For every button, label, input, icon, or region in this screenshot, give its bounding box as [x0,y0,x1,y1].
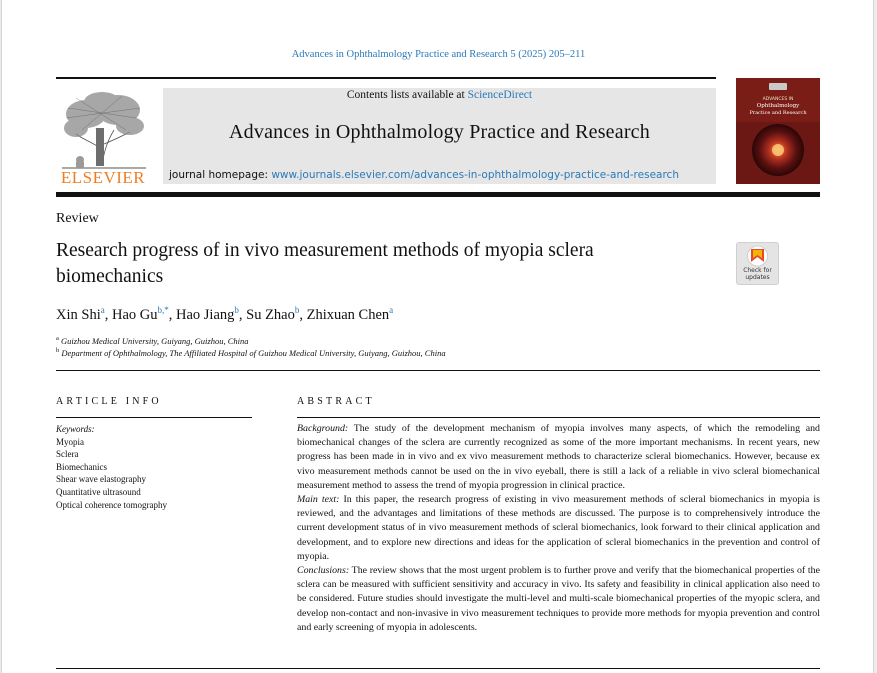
homepage-prefix: journal homepage: [169,169,272,181]
abstract-heading: ABSTRACT [297,396,375,407]
cover-line-2: Ophthalmology [756,103,800,109]
keyword-item: Biomechanics [56,461,107,472]
journal-homepage [169,169,714,181]
keywords-label: Keywords: [56,424,95,434]
journal-citation-link[interactable]: Advances in Ophthalmology Practice and Research 5 (2025) 205–211 [291,49,586,60]
abstract-body [297,422,820,635]
author[interactable]: Hao Gu [111,306,158,323]
article-title: Research progress of in vivo measurement methods of myopia sclera biomechanics [56,240,594,287]
elsevier-wordmark: ELSEVIER [60,168,146,187]
homepage-link[interactable]: www.journals.elsevier.com/advances-in-ophthalmology-practice-and-research [271,169,679,181]
sciencedirect-link[interactable]: ScienceDirect [467,89,533,101]
journal-title: Advances in Ophthalmology Practice and Research [229,121,650,143]
author-sup[interactable]: b,* [157,305,169,315]
author[interactable]: Xin Shi [56,306,101,323]
author-sup[interactable]: a [100,305,105,315]
author[interactable]: Zhixuan Chen [306,306,390,323]
article-info-rule [56,417,252,418]
affiliation-sup: a [56,335,59,342]
affiliation-text: Guizhou Medical University, Guiyang, Guizhou, China [61,335,249,346]
contents-prefix: Contents lists available at [346,89,468,101]
author-sup[interactable]: a [389,305,394,315]
check-label-line-1: Check for [743,267,772,274]
abstract-conclusions [297,564,820,635]
abstract-bottom-rule [56,668,820,669]
author-list: Xin Shi$^a$, Hao $Gu^{b,*}$, Hao Jiang$^b$, Su Zhao$^b$, Zhixuan Chen$^a$ [56,305,394,323]
bookmark-icon [737,243,778,269]
main-text: In this paper, the research progress of existing in vivo measurement methods of scleral biomechanics in myopia is reviewed, and the advantages and limitations of these methods are discussed. The purpose is to comprehensively introduce the current development status of in vivo measurement methods of scleral biomechanics, look forward to their clinical application and development, and to explore new directions and ideas for the application of scleral biomechanics in the prevention and control of myopia. [297,494,821,562]
article-info-heading: ARTICLE INFO [56,396,162,407]
abstract-background [297,422,820,493]
header-top-rule [56,77,716,79]
contents-line [163,89,716,101]
journal-cover-image [736,78,820,184]
main-text-label: Main text: [297,494,340,506]
keyword-item: Myopia [56,436,84,447]
author-sup[interactable]: b [234,305,239,315]
check-label-line-2: updates [745,273,770,281]
affiliation [56,335,248,346]
keywords-block [56,423,256,511]
affiliation-sup: b [56,347,60,354]
keyword-item: Shear wave elastography [56,474,146,485]
keyword-item: Sclera [56,449,79,460]
abstract-rule [297,417,820,418]
background-label: Background: [297,423,349,434]
keyword-item: Optical coherence tomography [56,499,167,510]
cover-line-1: ADVANCES IN [762,97,794,102]
conclusions-label: Conclusions: [297,565,350,577]
check-for-updates-label [736,268,779,281]
cover-line-3: Practice and Research [749,110,807,116]
abstract-main-text [297,493,820,564]
author-sup[interactable]: b [294,305,300,315]
background-text: The study of the development mechanism of myopia involves many aspects, of which the remodeling and biomechanical changes of the sclera are currently recognized as some of the more important mechanisms. In recent years, new progress has been made in in vivo and ex vivo measurement methods to characterize scleral biomechanics. However, because ex vivo measurement methods cannot be used on the in vivo eyeball, there is still a lack of a reliable in vivo scleral biomechanical measurement method to assess the trend of myopia progression in clinical practice. [297,423,820,491]
conclusions-text: The review shows that the most urgent problem is to further prove and verify that the biomechanical properties of the sclera can be measured with sufficient sensitivity and accuracy in vivo. Its safety and feasibility in clinical application also need to be considered. Future studies should investigate the multi-level and multi-scale biomechanical properties of the myopic sclera, and develop non-contact and non-invasive in vivo measurement techniques to provide more methods for myopia prevention and control and early screening of myopia in adolescents. [297,565,820,633]
keyword-item: Quantitative ultrasound [56,486,141,497]
affiliation [56,347,446,358]
article-type: Review [56,211,99,226]
author[interactable]: Su Zhao [246,306,295,323]
header-thick-rule [56,192,820,197]
affiliation-text: Department of Ophthalmology, The Affiliated Hospital of Guizhou Medical University, Guiyang, Guizhou, China [61,347,446,358]
section-divider [56,370,820,371]
author[interactable]: Hao Jiang [175,306,235,323]
